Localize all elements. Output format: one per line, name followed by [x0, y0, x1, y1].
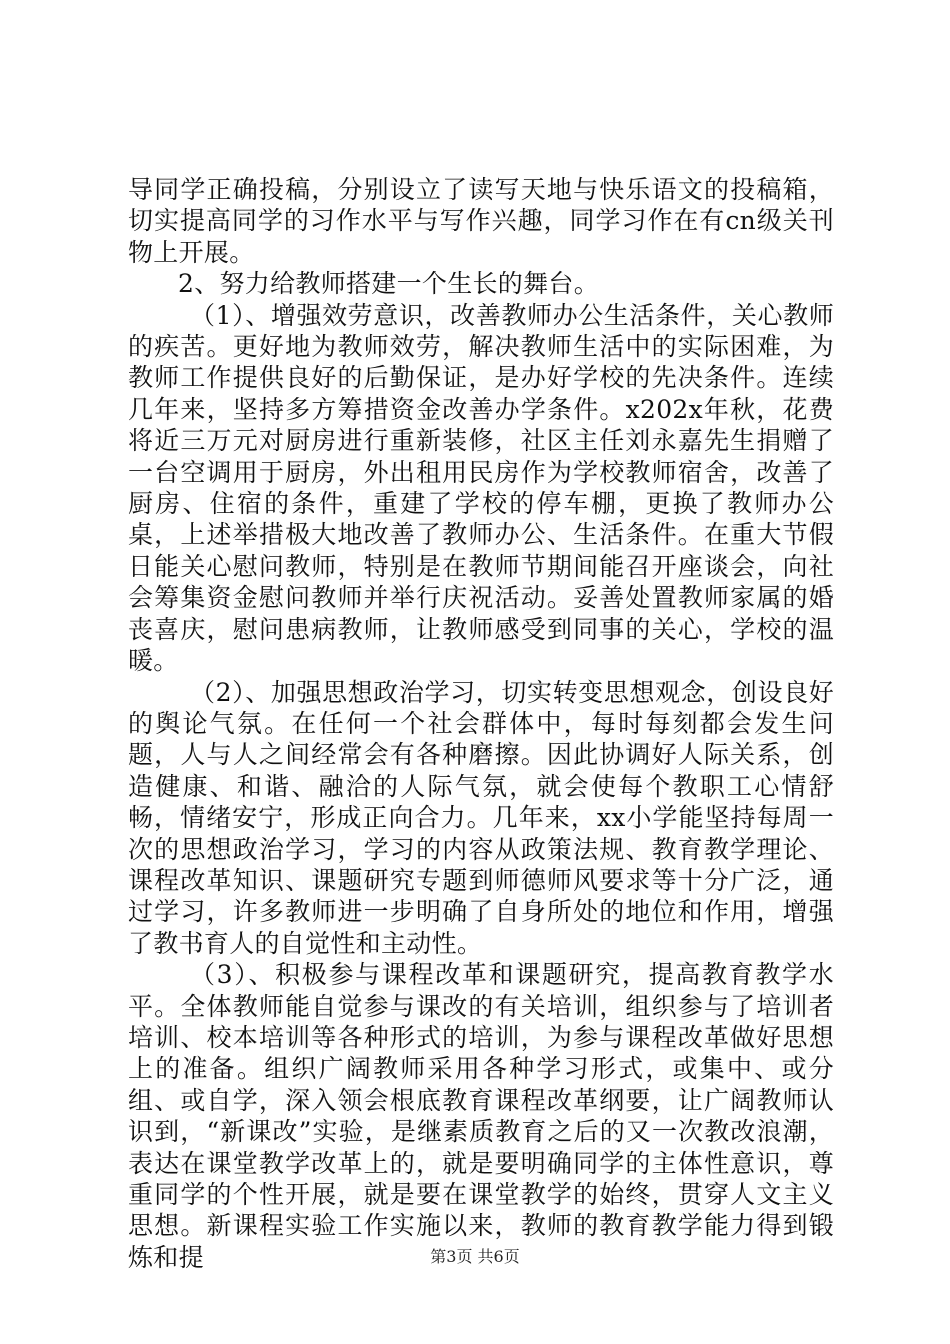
- paragraph-1: 导同学正确投稿，分别设立了读写天地与快乐语文的投稿箱，切实提高同学的习作水平与写作兴趣，同学习作在有cn级关刊物上开展。: [128, 175, 834, 267]
- paragraph-5: （3）、积极参与课程改革和课题研究，提高教育教学水平。全体教师能自觉参与课改的有关培训，组织参与了培训者培训、校本培训等各种形式的培训，为参与课程改革做好思想上的准备。组织广阔教师采用各种学习形式，或集中、或分组、或自学，深入领会根底教育课程改革纲要，让广阔教师认识到，“新课改”实验，是继素质教育之后的又一次教改浪潮，表达在课堂教学改革上的，就是要明确同学的主体性意识，尊重同学的个性开展，就是要在课堂教学的始终，贯穿人文主义思想。新课程实验工作实施以来，教师的教育教学能力得到锻炼和提: [128, 960, 834, 1272]
- page-number-footer: 第3页 共6页: [430, 1247, 520, 1266]
- paragraph-2-heading: 2、努力给教师搭建一个生长的舞台。: [178, 269, 600, 299]
- document-body: [128, 174, 834, 1273]
- paragraph-3: （1）、增强效劳意识，改善教师办公生活条件，关心教师的疾苦。更好地为教师效劳，解决教师生活中的实际困难，为教师工作提供良好的后勤保证，是办好学校的先决条件。连续几年来，坚持多方筹措资金改善办学条件。x202x年秋，花费将近三万元对厨房进行重新装修，社区主任刘永嘉先生捐赠了一台空调用于厨房，外出租用民房作为学校教师宿舍，改善了厨房、住宿的条件，重建了学校的停车棚，更换了教师办公桌，上述举措极大地改善了教师办公、生活条件。在重大节假日能关心慰问教师，特别是在教师节期间能召开座谈会，向社会筹集资金慰问教师并举行庆祝活动。妥善处置教师家属的婚丧喜庆，慰问患病教师，让教师感受到同事的关心，学校的温暖。: [128, 300, 834, 676]
- paragraph-4: （2）、加强思想政治学习，切实转变思想观念，创设良好的舆论气氛。在任何一个社会群体中，每时每刻都会发生问题，人与人之间经常会有各种磨擦。因此协调好人际关系，创造健康、和谐、融洽的人际气氛，就会使每个教职工心情舒畅，情绪安宁，形成正向合力。几年来，xx小学能坚持每周一次的思想政治学习，学习的内容从政策法规、教育教学理论、课程改革知识、课题研究专题到师德师风要求等十分广泛，通过学习，许多教师进一步明确了自身所处的地位和作用，增强了教书育人的自觉性和主动性。: [128, 677, 834, 958]
